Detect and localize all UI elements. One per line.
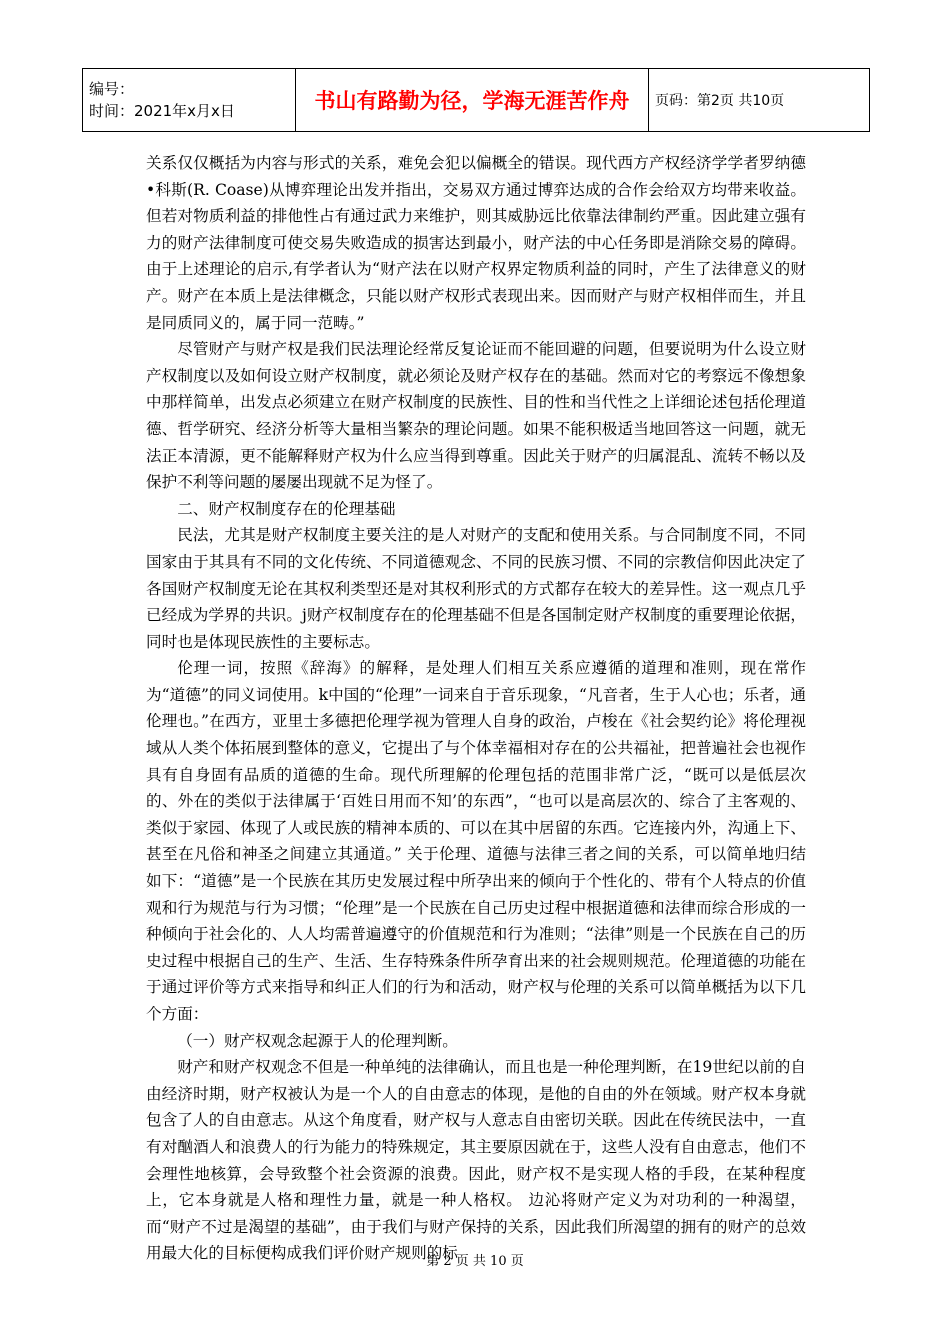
- header-motto: 书山有路勤为径，学海无涯苦作舟: [296, 69, 649, 132]
- subsection-heading: （一）财产权观念起源于人的伦理判断。: [177, 1031, 458, 1050]
- paragraph: 伦理一词，按照《辞海》的解释，是处理人们相互关系应遵循的道理和准则，现在常作为“道德”的同义词使用。k中国的“伦理”一词来自于音乐现象，“凡音者，生于人心也；乐者，通伦理也。”在西方，亚里士多德把伦理学视为管理人自身的政治，卢梭在《社会契约论》将伦理视域从人类个体拓展到整体的意义，它提出了与个体幸福相对存在的公共福祉，把普遍社会也视作具有自身固有品质的道德的生命。现代所理解的伦理包括的范围非常广泛，“既可以是低层次的、外在的类似于法律属于‘百姓日用而不知’的东西”，“也可以是高层次的、综合了主客观的、类似于家园、体现了人或民族的精神本质的、可以在其中居留的东西。它连接内外，沟通上下、甚至在凡俗和神圣之间建立其通道。” 关于伦理、道德与法律三者之间的关系，可以简单地归结如下：“道德”是一个民族在其历史发展过程中所孕出来的倾向于个性化的、带有个人特点的价值观和行为规范与行为习惯；“伦理”是一个民族在自己历史过程中根据道德和法律而综合形成的一种倾向于社会化的、人人均需普遍遵守的价值规范和行为准则；“法律”则是一个民族在自己的历史过程中根据自己的生产、生活、生存特殊条件所孕育出来的社会规则规范。伦理道德的功能在于通过评价等方式来指导和纠正人们的行为和活动，财产权与伦理的关系可以简单概括为以下几个方面：: [146, 659, 806, 1023]
- document-body: [146, 150, 806, 1267]
- header-page-label: 页码：第2页 共10页: [649, 69, 870, 132]
- paragraph: 关系仅仅概括为内容与形式的关系，难免会犯以偏概全的错误。现代西方产权经济学学者罗纳德•科斯(R. Coase)从博弈理论出发并指出，交易双方通过博弈达成的合作会给双方均带来收益。但若对物质利益的排他性占有通过武力来维护，则其威胁远比依靠法律制约严重。因此建立强有力的财产法律制度可使交易失败造成的损害达到最小，财产法的中心任务即是消除交易的障碍。由于上述理论的启示,有学者认为“财产法在以财产权界定物质利益的同时，产生了法律意义的财产。财产在本质上是法律概念，只能以财产权形式表现出来。因而财产与财产权相伴而生，并且是同质同义的，属于同一范畴。”: [146, 154, 806, 332]
- paragraph: 尽管财产与财产权是我们民法理论经常反复论证而不能回避的问题，但要说明为什么设立财产权制度以及如何设立财产权制度，就必须论及财产权存在的基础。然而对它的考察远不像想象中那样简单，出发点必须建立在财产权制度的民族性、目的性和当代性之上详细论述包括伦理道德、哲学研究、经济分析等大量相当繁杂的理论问题。如果不能积极适当地回答这一问题，就无法正本清源，更不能解释财产权为什么应当得到尊重。因此关于财产的归属混乱、流转不畅以及保护不利等问题的屡屡出现就不足为怪了。: [146, 340, 806, 492]
- header-info-cell: [83, 69, 296, 132]
- section-heading: 二、财产权制度存在的伦理基础: [177, 499, 396, 518]
- document-date-label: 时间：2021年x月x日: [89, 102, 235, 120]
- document-number-label: 编号：: [89, 80, 135, 98]
- header-table: [82, 68, 870, 132]
- page-footer: 第 2 页 共 10 页: [426, 1254, 524, 1269]
- paragraph: 财产和财产权观念不但是一种单纯的法律确认，而且也是一种伦理判断，在19世纪以前的自由经济时期，财产权被认为是一个人的自由意志的体现，是他的自由的外在领域。财产权本身就包含了人的自由意志。从这个角度看，财产权与人意志自由密切关联。因此在传统民法中，一直有对酗酒人和浪费人的行为能力的特殊规定，其主要原因就在于，这些人没有自由意志，他们不会理性地核算，会导致整个社会资源的浪费。因此，财产权不是实现人格的手段，在某种程度上，它本身就是人格和理性力量，就是一种人格权。 边沁将财产定义为对功利的一种渴望，而“财产不过是渴望的基础”，由于我们与财产保持的关系，因此我们所渴望的拥有的财产的总效用最大化的目标便构成我们评价财产规则的标: [146, 1058, 806, 1263]
- paragraph: 民法，尤其是财产权制度主要关注的是人对财产的支配和使用关系。与合同制度不同，不同国家由于其具有不同的文化传统、不同道德观念、不同的民族习惯、不同的宗教信仰因此决定了各国财产权制度无论在其权利类型还是对其权利形式的方式都存在较大的差异性。这一观点几乎已经成为学界的共识。j财产权制度存在的伦理基础不但是各国制定财产权制度的重要理论依据，同时也是体现民族性的主要标志。: [146, 526, 806, 651]
